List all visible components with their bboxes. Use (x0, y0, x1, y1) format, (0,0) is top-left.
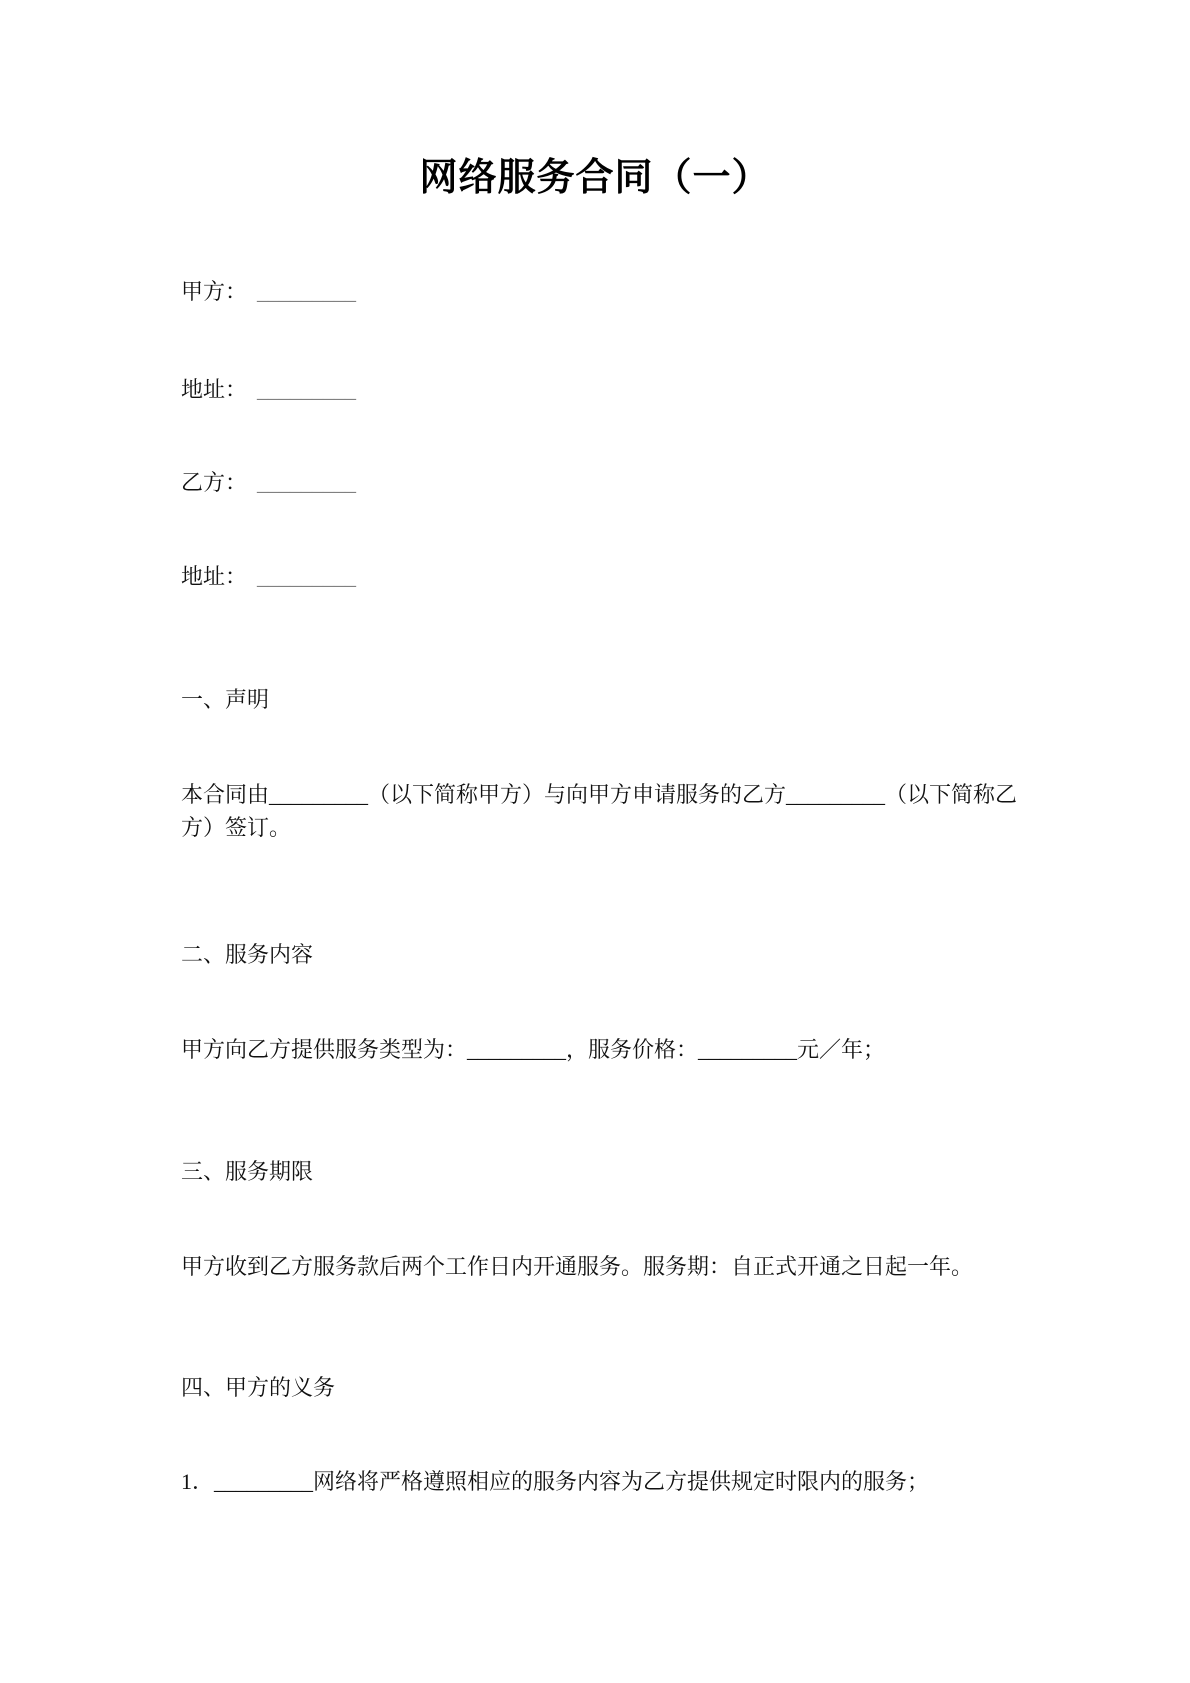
party-b-address-label: 地址： (181, 564, 248, 589)
party-a-address-row (181, 373, 1031, 406)
party-a-blank-line: _________ (257, 279, 357, 304)
party-a-label: 甲方： (181, 279, 248, 304)
section-declaration-body: 本合同由_________（以下简称甲方）与向甲方申请服务的乙方_________（以下简称乙方）签订。 (181, 782, 1018, 840)
party-b-blank-line: _________ (257, 470, 357, 495)
section-service-term-heading: 三、服务期限 (181, 1159, 314, 1184)
party-a-address-label: 地址： (181, 377, 248, 402)
section-party-a-obligations-heading: 四、甲方的义务 (181, 1375, 336, 1400)
party-a-row (181, 275, 1031, 308)
party-b-address-row (181, 560, 1031, 593)
section-service-content-body: 甲方向乙方提供服务类型为：_________，服务价格：_________元／年； (181, 1037, 886, 1062)
party-a-address-blank-line: _________ (257, 377, 357, 402)
section-service-content-heading: 二、服务内容 (181, 942, 314, 967)
party-b-address-blank-line: _________ (257, 564, 357, 589)
document-title: 网络服务合同（一） (419, 157, 771, 199)
section-service-term-body: 甲方收到乙方服务款后两个工作日内开通服务。服务期：自正式开通之日起一年。 (181, 1254, 974, 1279)
section-declaration-heading: 一、声明 (181, 687, 270, 712)
party-b-row (181, 466, 1031, 499)
section-party-a-obligations-item-1: 1．_________网络将严格遵照相应的服务内容为乙方提供规定时限内的服务； (181, 1469, 930, 1494)
party-b-label: 乙方： (181, 470, 248, 495)
